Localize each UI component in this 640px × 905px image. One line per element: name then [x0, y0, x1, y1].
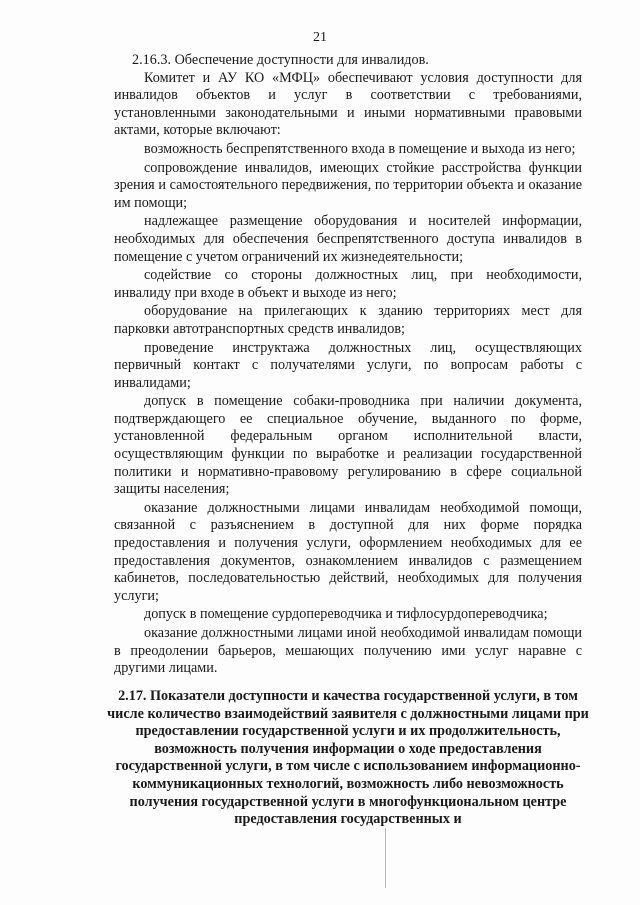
list-item: допуск в помещение сурдопереводчика и тифлосурдопереводчика; — [144, 606, 548, 623]
list-item: допуск в помещение собаки-проводника при наличии документа, подтверждающего ее специальное обучение, выданного по форме, установленной федеральным органом исполнительной власти, осуществляющим функции по выработке и реализации государственной политики и нормативно-правовому регулированию в сфере социальной защиты населения; — [114, 393, 582, 498]
list-item: проведение инструктажа должностных лиц, осуществляющих первичный контакт с получателями услуги, по вопросам работы с инвалидами; — [114, 339, 582, 391]
document-body — [114, 52, 582, 678]
list-item: надлежащее размещение оборудования и носителей информации, необходимых для обеспечения беспрепятственного доступа инвалидов в помещение с учетом ограничений их жизнедеятельности; — [114, 213, 582, 265]
list-item: содействие со стороны должностных лиц, при необходимости, инвалиду при входе в объект и выходе из него; — [114, 267, 582, 301]
list-item: возможность беспрепятственного входа в помещение и выхода из него; — [144, 140, 576, 157]
intro-paragraph: Комитет и АУ КО «МФЦ» обеспечивают условия доступности для инвалидов объектов и услуг в соответствии с требованиями, установленными законодательными и иными нормативными правовыми актами, которые включают: — [114, 69, 582, 139]
list-item: оборудование на прилегающих к зданию территориях мест для парковки автотранспортных средств инвалидов; — [114, 303, 582, 337]
list-item: сопровождение инвалидов, имеющих стойкие расстройства функции зрения и самостоятельного передвижения, по территории объекта и оказание им помощи; — [114, 159, 582, 211]
list-item: оказание должностными лицами иной необходимой инвалидам помощи в преодолении барьеров, мешающих получению ими услуг наравне с другими лицами. — [114, 625, 582, 677]
scan-artifact-line — [385, 828, 386, 888]
page-number: 21 — [313, 30, 327, 45]
section-title: 2.16.3. Обеспечение доступности для инвалидов. — [132, 52, 429, 68]
list-item: оказание должностными лицами инвалидам необходимой помощи, связанной с разъяснением в доступной для них форме порядка предоставления и получения услуги, оформлением необходимых для ее предоставления документов, ознакомлением инвалидов с размещением кабинетов, последовательностью действий, необходимых для получения услуги; — [114, 499, 582, 604]
section-heading: 2.17. Показатели доступности и качества государственной услуги, в том числе количество взаимодействий заявителя с должностными лицами при предоставлении государственной услуги и их продолжительность, возможность получения информации о ходе предоставления государственной услуги, в том числе с использованием информационно-коммуникационных технологий, возможность либо невозможность получения государственной услуги в многофункциональном центре предоставления государственных и — [107, 688, 589, 828]
